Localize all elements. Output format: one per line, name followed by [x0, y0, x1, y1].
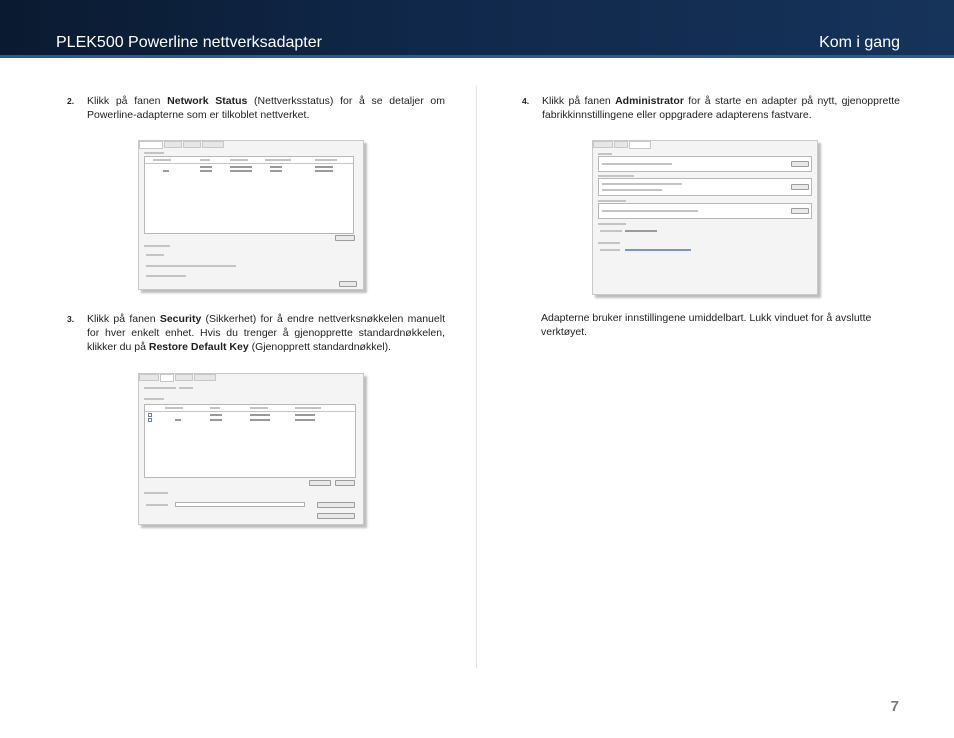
screenshot-device-table: [144, 404, 356, 478]
text-run: Klikk på fanen: [542, 95, 616, 107]
section-title: Kom i gang: [819, 34, 900, 51]
screenshot-tab: [614, 141, 628, 148]
cell: [210, 414, 222, 416]
screenshot-label: [598, 223, 626, 225]
screenshot-group: [598, 203, 812, 219]
screenshot-label: [598, 153, 612, 155]
screenshot-checkbox: [148, 413, 152, 417]
screenshot-checkbox: [148, 418, 152, 422]
screenshot-button: [791, 161, 809, 167]
document-title: PLEK500 Powerline nettverksadapter: [56, 34, 322, 51]
screenshot-tab: [175, 374, 193, 381]
screenshot-button: [339, 281, 357, 287]
screenshot-tab: [202, 141, 224, 148]
screenshot-label: [602, 189, 662, 191]
row-line: [145, 411, 355, 412]
screenshot-group: [598, 178, 812, 196]
screenshot-tab: [183, 141, 201, 148]
screenshot-group: [598, 156, 812, 172]
page-number: 7: [890, 698, 899, 715]
screenshot-label: [144, 492, 168, 494]
col-header: [250, 407, 268, 409]
col-header: [165, 407, 183, 409]
step-number: 2.: [67, 96, 75, 106]
column-divider: [476, 86, 477, 668]
step-2: [67, 94, 445, 122]
row-line: [145, 163, 353, 164]
screenshot-label: [144, 245, 170, 247]
screenshot-label: [144, 387, 176, 389]
cell: [250, 414, 270, 416]
button-name-restore-default-key: Restore Default Key: [148, 341, 249, 353]
cell: [295, 414, 315, 416]
text-run: Klikk på fanen: [87, 95, 168, 107]
screenshot-field: [175, 502, 305, 507]
screenshot-device-table: [144, 156, 354, 234]
screenshot-button: [791, 184, 809, 190]
cell: [315, 170, 333, 172]
screenshot-tab: [139, 141, 163, 149]
text-run: (Gjenopprett standardnøkkel).: [248, 341, 392, 353]
screenshot-label: [146, 254, 164, 256]
screenshot-tabs: [593, 141, 652, 149]
col-header: [315, 159, 337, 161]
cell: [230, 170, 252, 172]
screenshot-label: [598, 200, 626, 202]
screenshot-tab: [629, 141, 651, 149]
step-4: [522, 94, 900, 122]
screenshot-button: [335, 480, 355, 486]
screenshot-tab: [593, 141, 613, 148]
col-header: [200, 159, 210, 161]
cell: [230, 166, 252, 168]
cell: [175, 419, 181, 421]
network-status-screenshot: [138, 140, 364, 290]
screenshot-label: [179, 387, 193, 389]
screenshot-button: [317, 513, 355, 519]
security-screenshot: [138, 373, 364, 525]
screenshot-tab: [164, 141, 182, 148]
screenshot-label: [602, 210, 698, 212]
text-run: Klikk på fanen: [87, 313, 160, 325]
cell: [270, 170, 282, 172]
screenshot-label: [600, 230, 622, 232]
step-text: [542, 94, 900, 122]
step-text: [87, 312, 445, 354]
screenshot-tab: [194, 374, 216, 381]
page-header: [0, 0, 954, 58]
screenshot-label: [146, 275, 186, 277]
screenshot-label: [146, 504, 168, 506]
screenshot-link: [625, 249, 691, 251]
step-3: [67, 312, 445, 354]
tab-name-security: Security: [159, 313, 202, 325]
col-header: [153, 159, 171, 161]
screenshot-label: [598, 242, 620, 244]
cell: [200, 170, 212, 172]
screenshot-tab: [160, 374, 174, 382]
screenshot-label: [602, 163, 672, 165]
cell: [163, 170, 169, 172]
step-text: [87, 94, 445, 122]
screenshot-tab: [139, 374, 159, 381]
screenshot-label: [600, 249, 620, 251]
screenshot-tabs: [139, 374, 217, 382]
screenshot-value: [625, 230, 657, 232]
text-run: (Nettverksstatus) for å se detaljer om Powerline-adapterne som er tilkoblet nettverket.: [87, 95, 446, 121]
closing-paragraph: Adapterne bruker innstillingene umiddelbart. Lukk vinduet for å avslutte verktøyet.: [541, 312, 872, 338]
administrator-screenshot: [592, 140, 818, 295]
cell: [200, 166, 212, 168]
step-number: 3.: [67, 314, 75, 324]
screenshot-label: [146, 265, 236, 267]
cell: [210, 419, 222, 421]
col-header: [210, 407, 220, 409]
col-header: [230, 159, 248, 161]
cell: [270, 166, 282, 168]
screenshot-label: [598, 175, 634, 177]
text-run: (Sikkerhet) for å endre nettverksnøkkelen manuelt for hver enkelt enhet. Hvis du trenger å gjenopprette standardnøkkelen, klikker du på: [87, 313, 445, 353]
screenshot-tabs: [139, 141, 225, 149]
screenshot-button: [335, 235, 355, 241]
col-header: [295, 407, 321, 409]
cell: [250, 419, 270, 421]
screenshot-button: [309, 480, 331, 486]
screenshot-button: [791, 208, 809, 214]
cell: [295, 419, 315, 421]
screenshot-label: [144, 398, 164, 400]
screenshot-label: [602, 183, 682, 185]
cell: [315, 166, 333, 168]
col-header: [265, 159, 291, 161]
screenshot-label: [144, 152, 164, 154]
tab-name-network-status: Network Status: [167, 95, 248, 107]
tab-name-administrator: Administrator: [615, 95, 684, 107]
screenshot-button: [317, 502, 355, 508]
text-run: for å starte en adapter på nytt, gjenopprette fabrikkinnstillingene eller oppgradere adapterens fastvare.: [542, 95, 900, 121]
step-number: 4.: [522, 96, 530, 106]
